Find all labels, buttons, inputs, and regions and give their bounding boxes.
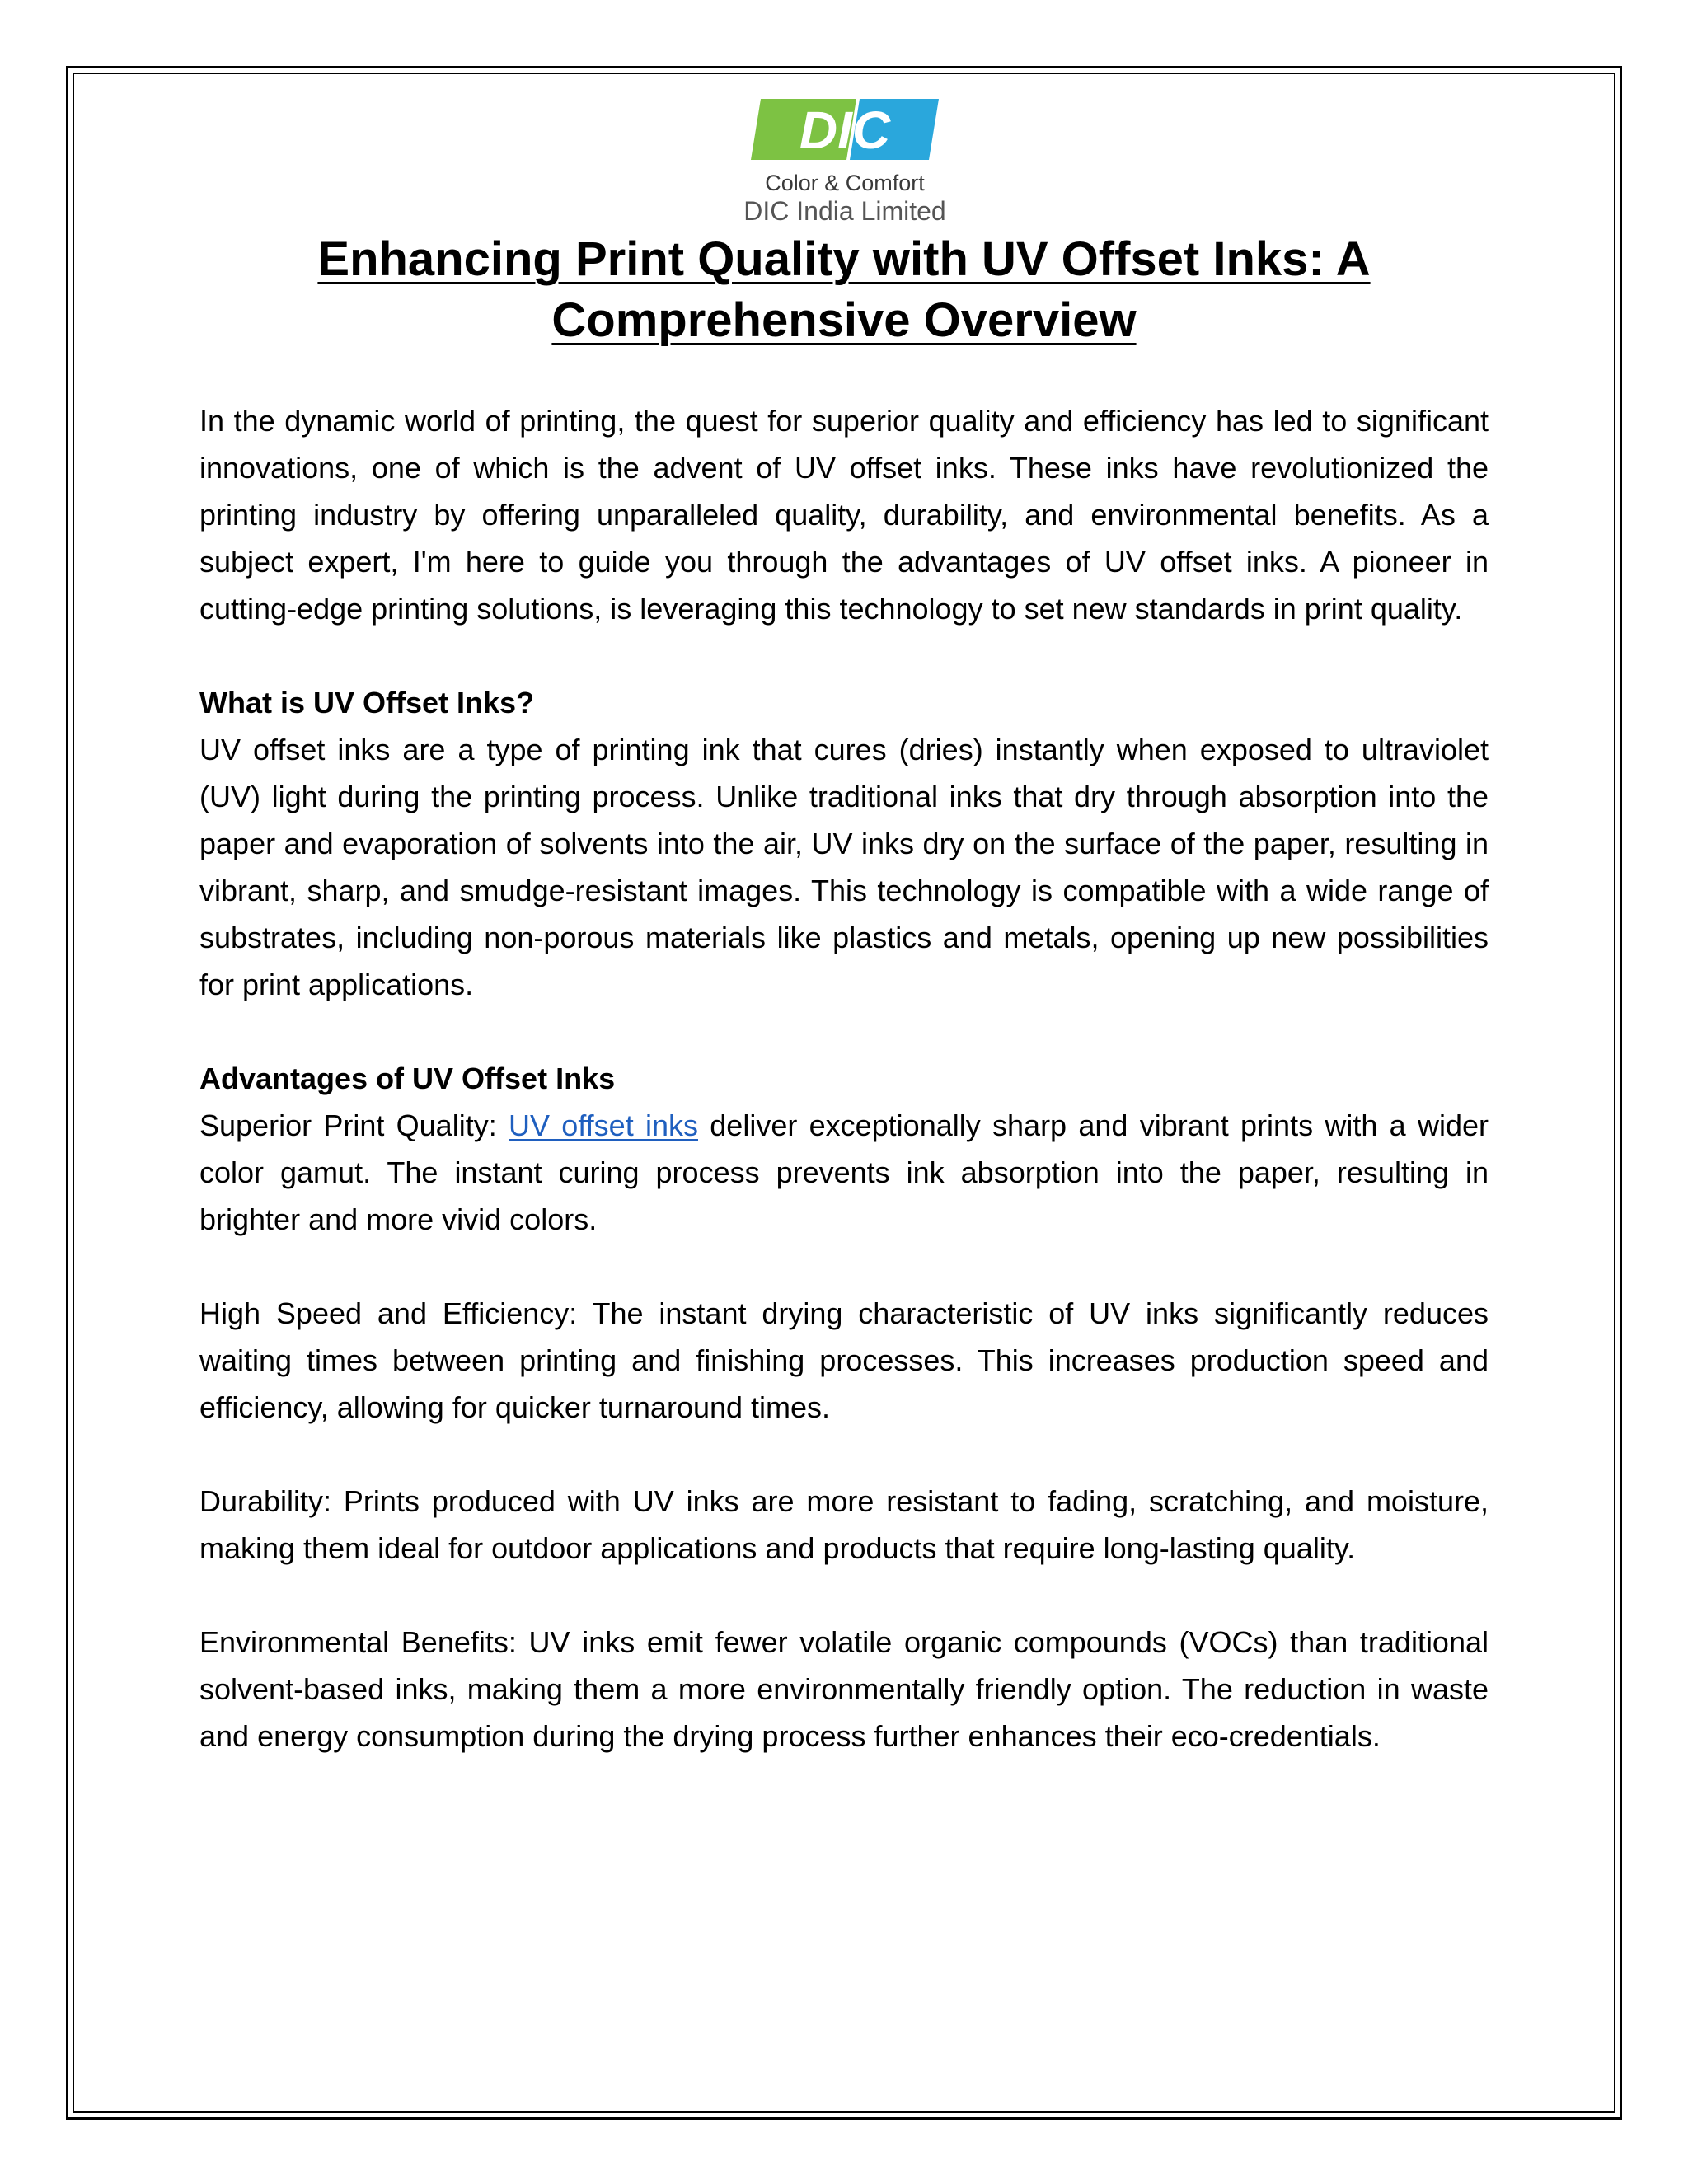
article-body — [199, 397, 1489, 1760]
spacer — [199, 1008, 1489, 1055]
section-heading-advantages: Advantages of UV Offset Inks — [199, 1062, 616, 1095]
intro-paragraph: In the dynamic world of printing, the quest for superior quality and efficiency has led to significant innovations, one of which is the advent of UV offset inks. These inks have revolutionized the printing industry by offering unparalleled quality, durability, and environmental benefits. As a subject expert, I'm here to guide you through the advantages of UV offset inks. A pioneer in cutting-edge printing solutions, is leveraging this technology to set new standards in print quality. — [199, 404, 1489, 626]
title-line-1: Enhancing Print Quality with UV Offset Inks: A — [317, 232, 1371, 286]
logo-company-name: DIC India Limited — [743, 196, 946, 226]
logo-mark-text: DIC — [799, 101, 891, 160]
quality-suffix: deliver exceptionally sharp and vibrant prints with a wider color gamut. The instant curing process prevents ink absorption into the paper, resulting in brighter and more vivid colors. — [199, 1108, 1489, 1236]
spacer — [199, 1572, 1489, 1619]
durability-paragraph: Durability: Prints produced with UV inks are more resistant to fading, scratching, and moisture, making them ideal for outdoor applications and products that require long-lasting quality. — [199, 1484, 1489, 1565]
logo-tagline: Color & Comfort — [765, 171, 925, 195]
quality-prefix: Superior Print Quality: — [199, 1108, 509, 1142]
environment-paragraph: Environmental Benefits: UV inks emit fewer volatile organic compounds (VOCs) than traditional solvent-based inks, making them a more environmentally friendly option. The reduction in waste and energy consumption during the drying process further enhances their eco-credentials. — [199, 1625, 1489, 1753]
spacer — [199, 632, 1489, 679]
uv-offset-inks-link[interactable]: UV offset inks — [509, 1108, 698, 1142]
spacer — [199, 1243, 1489, 1290]
what-is-paragraph: UV offset inks are a type of printing ink that cures (dries) instantly when exposed to ultraviolet (UV) light during the printing process. Unlike traditional inks that dry through absorption into the paper and evaporation of solvents into the air, UV inks dry on the surface of the paper, resulting in vibrant, sharp, and smudge-resistant images. This technology is compatible with a wide range of substrates, including non-porous materials like plastics and metals, opening up new possibilities for print applications. — [199, 733, 1489, 1001]
quality-paragraph — [199, 1102, 1489, 1243]
company-logo — [725, 97, 964, 231]
speed-paragraph: High Speed and Efficiency: The instant drying characteristic of UV inks significantly reduces waiting times between printing and finishing processes. This increases production speed and efficiency, allowing for quicker turnaround times. — [199, 1296, 1489, 1424]
dic-logo-icon — [749, 97, 940, 162]
title-line-2: Comprehensive Overview — [551, 293, 1137, 347]
spacer — [199, 1431, 1489, 1478]
page-title — [198, 229, 1490, 351]
section-heading-what-is: What is UV Offset Inks? — [199, 686, 535, 719]
